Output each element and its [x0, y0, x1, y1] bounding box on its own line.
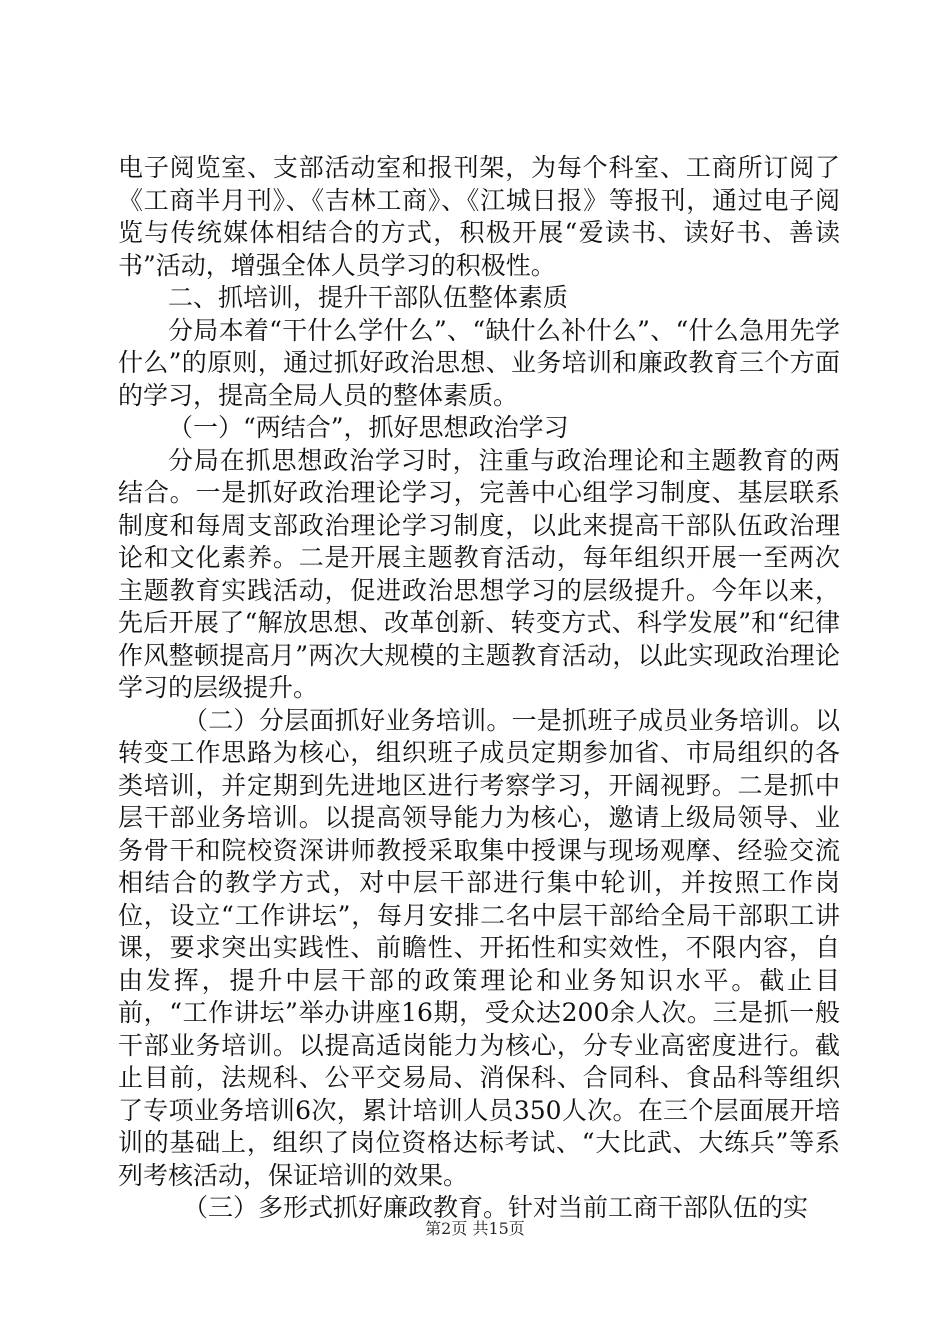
paragraph-business-training: （二）分层面抓好业务培训。一是抓班子成员业务培训。以转变工作思路为核心，组织班子成员定期参加省、市局组织的各类培训，并定期到先进地区进行考察学习，开阔视野。二是抓中层干部业务培训。以提高领导能力为核心，邀请上级局领导、业务骨干和院校资深讲师教授采取集中授课与现场观摩、经验交流相结合的教学方式，对中层干部进行集中轮训，并按照工作岗位，设立“工作讲坛”，每月安排二名中层干部给全局干部职工讲课，要求突出实践性、前瞻性、开拓性和实效性，不限内容，自由发挥，提升中层干部的政策理论和业务知识水平。截止目前，“工作讲坛”举办讲座16期，受众达200余人次。三是抓一般干部业务培训。以提高适岗能力为核心，分专业高密度进行。截止目前，法规科、公平交易局、消保科、合同科、食品科等组织了专项业务培训6次，累计培训人员350人次。在三个层面展开培训的基础上，组织了岗位资格达标考试、“大比武、大练兵”等系列考核活动，保证培训的效果。	[118, 705, 840, 1190]
paragraph-reading-activities: 电子阅览室、支部活动室和报刊架，为每个科室、工商所订阅了《工商半月刊》、《吉林工商》、《江城日报》等报刊，通过电子阅览与传统媒体相结合的方式，积极开展“爱读书、读好书、善读书”活动，增强全体人员学习的积极性。	[118, 153, 840, 280]
paragraph-integrity-education: （三）多形式抓好廉政教育。针对当前工商干部队伍的实	[183, 1193, 809, 1222]
paragraph-political-study: 分局在抓思想政治学习时，注重与政治理论和主题教育的两结合。一是抓好政治理论学习，完善中心组学习制度、基层联系制度和每周支部政治理论学习制度，以此来提高干部队伍政治理论和文化素养。二是开展主题教育活动，每年组织开展一至两次主题教育实践活动，促进政治思想学习的层级提升。今年以来，先后开展了“解放思想、改革创新、转变方式、科学发展”和“纪律作风整顿提高月”两次大规模的主题教育活动，以此实现政治理论学习的层级提升。	[118, 445, 840, 702]
document-body	[118, 152, 840, 1225]
page-number-footer: 第2页 共15页	[425, 1219, 525, 1238]
subsection-heading-political-study: （一）“两结合”，抓好思想政治学习	[168, 413, 569, 442]
paragraph-training-principles: 分局本着“干什么学什么”、“缺什么补什么”、“什么急用先学什么”的原则，通过抓好政治思想、业务培训和廉政教育三个方面的学习，提高全局人员的整体素质。	[118, 315, 840, 410]
section-heading-training: 二、抓培训，提升干部队伍整体素质	[168, 283, 569, 312]
